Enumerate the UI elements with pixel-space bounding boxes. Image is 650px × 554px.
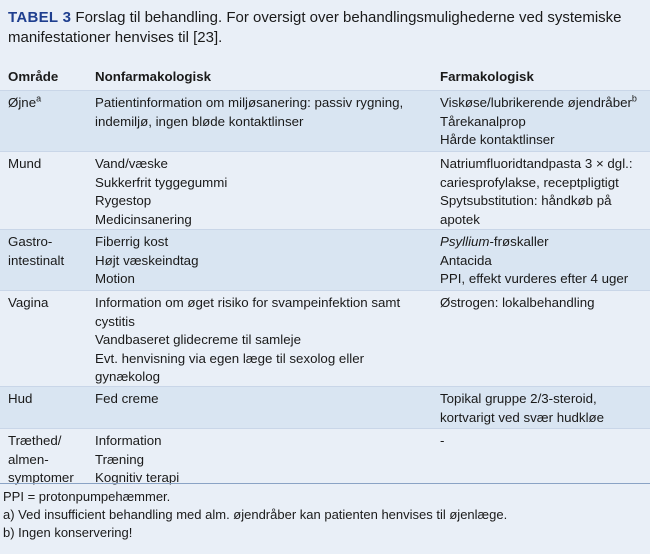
pharm-line: kortvarigt ved svær hudkløe xyxy=(440,409,605,425)
treatment-table xyxy=(0,64,650,489)
area-label: intestinalt xyxy=(8,252,65,268)
nonpharm-line: Sukkerfrit tyggegummi xyxy=(95,174,228,190)
caption-text-line2: manifestationer henvises til [23]. xyxy=(8,29,223,46)
nonpharm-line: gynækolog xyxy=(95,369,161,384)
pharm-cell xyxy=(440,432,645,451)
nonpharm-line: indemiljø, ingen bløde kontaktlinser xyxy=(95,113,304,129)
pharm-line: Viskøse/lubrikerende øjendråber xyxy=(440,95,632,110)
pharm-cell xyxy=(440,155,645,229)
pharm-italic-term: Psyllium xyxy=(440,234,490,249)
area-label: Vagina xyxy=(8,295,49,310)
table-row-gastro xyxy=(0,229,650,290)
nonpharm-cell xyxy=(95,432,435,488)
table-row-vagina xyxy=(0,290,650,386)
area-label: Øjne xyxy=(8,95,37,110)
footnote-a: a) Ved insufficient behandling med alm. øjendråber kan patienten henvises til øjenlæge. xyxy=(3,507,508,522)
pharm-cell xyxy=(440,94,645,150)
pharm-cell xyxy=(440,390,645,427)
table-row-skin xyxy=(0,386,650,428)
pharm-line: Østrogen: lokalbehandling xyxy=(440,295,595,310)
footnote-abbreviation: PPI = protonpumpehæmmer. xyxy=(3,489,171,504)
nonpharm-line: Motion xyxy=(95,271,135,286)
nonpharm-cell xyxy=(95,233,435,289)
area-cell xyxy=(8,155,88,174)
nonpharm-cell xyxy=(95,155,435,229)
nonpharm-cell xyxy=(95,94,435,131)
nonpharm-line: Patientinformation om miljøsanering: passiv rygning, xyxy=(95,95,404,110)
nonpharm-line: Kognitiv terapi xyxy=(95,470,180,485)
pharm-line: Topikal gruppe 2/3-steroid, xyxy=(440,391,597,406)
nonpharm-line: Rygestop xyxy=(95,193,152,208)
header-pharm: Farmakologisk xyxy=(440,69,534,84)
pharm-line: Natriumfluoridtandpasta 3 × dgl.: xyxy=(440,156,633,171)
caption-text-line1: Forslag til behandling. For oversigt over behandlingsmulighederne ved systemiske xyxy=(71,9,622,26)
area-label: Mund xyxy=(8,156,42,171)
nonpharm-cell xyxy=(95,294,435,387)
area-label: symptomer xyxy=(8,470,74,485)
pharm-line: cariesprofylakse, receptpligtigt xyxy=(440,174,619,190)
footnote-marker-b: b xyxy=(631,93,637,104)
area-label: Træthed/ xyxy=(8,433,62,448)
pharm-line: - xyxy=(440,433,445,448)
footnote-b: b) Ingen konservering! xyxy=(3,525,133,540)
pharm-line: Antacida xyxy=(440,252,492,268)
table-header-row xyxy=(0,64,650,90)
area-label: Gastro- xyxy=(8,234,53,249)
pharm-line: apotek xyxy=(440,211,480,227)
table-row-fatigue xyxy=(0,428,650,489)
header-nonpharm: Nonfarmakologisk xyxy=(95,69,212,84)
nonpharm-line: Højt væskeindtag xyxy=(95,252,199,268)
area-label: Hud xyxy=(8,391,33,406)
nonpharm-line: Medicinsanering xyxy=(95,211,192,227)
pharm-cell xyxy=(440,233,645,289)
nonpharm-line: Træning xyxy=(95,451,145,467)
nonpharm-line: Vand/væske xyxy=(95,156,168,171)
area-cell xyxy=(8,390,88,409)
nonpharm-line: Information om øget risiko for svampeinfektion samt xyxy=(95,295,401,310)
pharm-line: Tårekanalprop xyxy=(440,113,526,129)
area-cell xyxy=(8,233,88,270)
nonpharm-line: cystitis xyxy=(95,313,135,329)
nonpharm-line: Fiberrig kost xyxy=(95,234,169,249)
pharm-line: Hårde kontaktlinser xyxy=(440,132,555,147)
nonpharm-line: Fed creme xyxy=(95,391,159,406)
table-row-mouth xyxy=(0,151,650,229)
pharm-cell xyxy=(440,294,645,313)
pharm-line: -frøskaller xyxy=(489,234,549,249)
area-cell xyxy=(8,294,88,313)
footnote-marker-a: a xyxy=(36,93,42,104)
nonpharm-line: Vandbaseret glidecreme til samleje xyxy=(95,332,301,347)
area-label: almen- xyxy=(8,451,49,467)
table-row-eyes xyxy=(0,90,650,151)
nonpharm-cell xyxy=(95,390,435,409)
pharm-line: Spytsubstitution: håndkøb på xyxy=(440,193,612,208)
table-caption xyxy=(8,8,644,48)
nonpharm-line: Evt. henvisning via egen læge til sexolog eller xyxy=(95,350,365,366)
table-footnotes xyxy=(0,483,650,554)
table-label: TABEL 3 xyxy=(8,9,72,26)
area-cell xyxy=(8,94,88,113)
pharm-line: PPI, effekt vurderes efter 4 uger xyxy=(440,271,629,286)
header-area: Område xyxy=(8,69,59,84)
area-cell xyxy=(8,432,88,488)
nonpharm-line: Information xyxy=(95,433,162,448)
